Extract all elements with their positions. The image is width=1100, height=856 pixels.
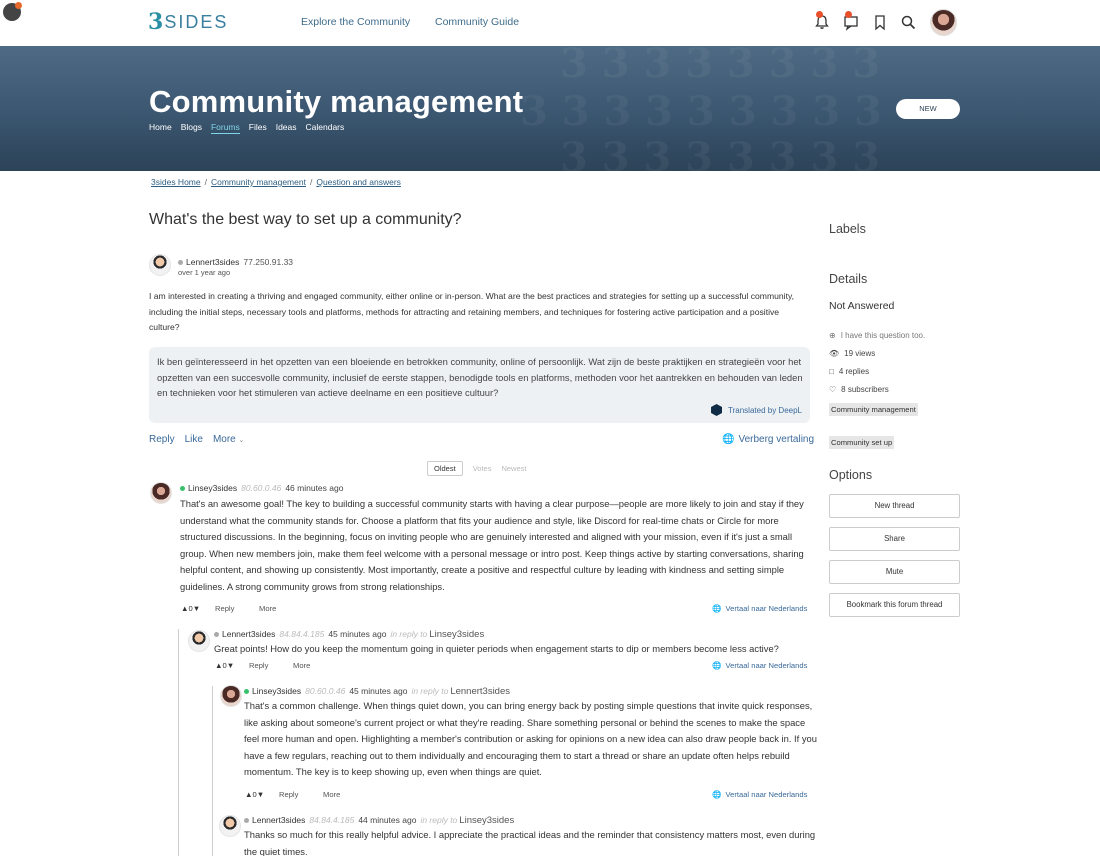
post-body: I am interested in creating a thriving and engaged community, either online or in-person. What are the best practices and strategies for setting up a successful community, including the initial steps, necessary tools and platforms, methods for attracting and retaining members, and techniques for fostering active participation and a positive culture? (149, 291, 795, 332)
tag-community-management[interactable]: Community management (831, 405, 916, 414)
subscribers-count (829, 385, 889, 394)
in-reply-target[interactable]: Linsey3sides (429, 629, 485, 640)
author-ip: 77.250.91.33 (243, 257, 294, 267)
author-avatar[interactable] (149, 254, 171, 276)
post-meta (178, 257, 293, 267)
reply-time: 45 minutes ago (328, 629, 387, 639)
logo-mark: 3 (148, 9, 163, 35)
reply-actions (245, 790, 340, 799)
reply-ip: 84.84.4.185 (279, 629, 325, 639)
vote-count: 0 (252, 790, 257, 799)
reply-author[interactable]: Lennert3sides (222, 629, 276, 639)
views-label: 19 views (844, 349, 876, 358)
in-reply-target[interactable]: Linsey3sides (459, 815, 515, 826)
in-reply-label: in reply to (390, 629, 428, 639)
more-link[interactable]: More (293, 661, 311, 670)
in-reply-label: in reply to (411, 686, 449, 696)
reply-body: Great points! How do you keep the momentum going in quieter periods when engagement starts to dip or members become less active? (214, 643, 779, 654)
details-heading: Details (829, 272, 868, 286)
breadcrumb-community[interactable]: Community management (210, 177, 306, 187)
globe-icon: 🌐 (712, 604, 722, 613)
hero-pattern: 3 3 3 3 3 3 3 3 (560, 46, 881, 87)
post-actions (149, 434, 244, 445)
logo[interactable] (148, 10, 228, 34)
chevron-down-icon: ⌄ (238, 437, 245, 444)
answer-status: Not Answered (829, 300, 895, 312)
reply-body: That's a common challenge. When things quiet down, you can bring energy back by posting simple questions that invite quick responses, like asking about someone's current project or what they're reading. Share something personal or behind the scenes to make the space feel more human and open. Highlighting a member's contribution or asking for opinions on a new idea can also draw people back in. If you have a few regulars, reaching out to them individually and encouraging them to start a thread or share an update often helps rebuild momentum. The key is to keep showing up, even when things are quiet. (244, 700, 817, 778)
sort-newest[interactable]: Newest (501, 464, 527, 473)
messages-badge (845, 11, 852, 18)
reply-ip: 84.84.4.185 (309, 815, 355, 825)
hide-translation-link[interactable] (722, 434, 814, 445)
translation-box (149, 347, 810, 423)
tag-community-set-up[interactable]: Community set up (831, 438, 893, 447)
reply-link[interactable]: Reply (279, 790, 299, 799)
status-dot (244, 689, 249, 694)
reply-link[interactable]: Reply (215, 604, 235, 613)
eye-icon: 👁 (829, 349, 840, 358)
reply-author[interactable]: Lennert3sides (252, 815, 306, 825)
deepl-label: Translated by DeepL (728, 405, 802, 415)
post-time: over 1 year ago (178, 268, 231, 277)
breadcrumb-separator: / (309, 177, 313, 187)
mute-button[interactable]: Mute (829, 560, 960, 584)
search-icon[interactable] (899, 13, 917, 31)
status-dot (214, 632, 219, 637)
thread-title: What's the best way to set up a community? (149, 211, 462, 228)
labels-heading: Labels (829, 222, 866, 236)
tab-ideas[interactable]: Ideas (275, 122, 297, 132)
status-dot (180, 486, 185, 491)
sort-options (427, 461, 526, 476)
in-reply-label: in reply to (420, 815, 458, 825)
community-tabs (149, 122, 344, 134)
hero-pattern: 3 3 3 3 3 3 3 3 3 (520, 88, 882, 135)
reply-avatar[interactable] (150, 482, 172, 504)
top-navbar (0, 0, 1100, 46)
tab-blogs[interactable]: Blogs (180, 122, 202, 132)
more-link[interactable]: More (323, 790, 341, 799)
deepl-icon (711, 404, 722, 416)
vote-control[interactable]: ▲0▼ (181, 604, 201, 613)
thread-line (212, 686, 213, 856)
breadcrumb (151, 177, 401, 187)
more-link[interactable]: More (259, 604, 277, 613)
reply-time: 45 minutes ago (349, 686, 408, 696)
breadcrumb-separator: / (204, 177, 207, 187)
vote-control[interactable]: ▲0▼ (215, 661, 235, 670)
extension-icon[interactable] (3, 3, 21, 21)
globe-icon: 🌐 (712, 790, 722, 799)
reply-avatar[interactable] (219, 815, 241, 837)
reply-ip: 80.60.0.46 (241, 483, 282, 493)
status-dot (178, 260, 183, 265)
globe-icon: 🌐 (722, 434, 735, 445)
reply-avatar[interactable] (220, 685, 242, 707)
notifications-badge (816, 11, 823, 18)
user-avatar[interactable] (930, 9, 957, 36)
tab-forums[interactable]: Forums (210, 122, 240, 132)
reply-author[interactable]: Linsey3sides (252, 686, 302, 696)
thread-line (178, 629, 179, 856)
replies-count (829, 367, 869, 376)
tab-files[interactable]: Files (248, 122, 267, 132)
heart-icon: ♡ (829, 385, 837, 394)
translate-link[interactable] (712, 790, 807, 799)
sort-votes[interactable]: Votes (472, 464, 492, 473)
reply-button[interactable]: Reply (149, 434, 175, 445)
new-button[interactable]: NEW (896, 99, 960, 119)
views-count (829, 349, 875, 358)
subscribers-label: 8 subscribers (841, 385, 889, 394)
reply-meta (244, 815, 514, 826)
hide-translation-label: Verberg vertaling (738, 434, 815, 445)
vote-count: 0 (188, 604, 193, 613)
nav-explore-link[interactable]: Explore the Community (301, 16, 411, 28)
breadcrumb-home[interactable]: 3sides Home (151, 177, 201, 187)
nav-guide-link[interactable]: Community Guide (435, 16, 520, 28)
like-button[interactable]: Like (184, 434, 203, 445)
options-heading: Options (829, 468, 873, 482)
in-reply-target[interactable]: Lennert3sides (450, 686, 510, 697)
globe-icon: 🌐 (712, 661, 722, 670)
tab-home[interactable]: Home (149, 122, 172, 132)
reply-meta (180, 483, 343, 493)
share-button[interactable]: Share (829, 527, 960, 551)
reply-meta (214, 629, 484, 640)
more-button[interactable] (213, 434, 244, 445)
author-name[interactable]: Lennert3sides (186, 257, 240, 267)
translate-link[interactable] (712, 604, 807, 613)
comment-icon: □ (829, 367, 834, 376)
translate-label: Vertaal naar Nederlands (725, 604, 808, 613)
vote-control[interactable]: ▲0▼ (245, 790, 265, 799)
community-hero (0, 46, 1100, 171)
translate-label: Vertaal naar Nederlands (725, 790, 808, 799)
reply-time: 44 minutes ago (358, 815, 417, 825)
reply-actions (215, 661, 310, 670)
bookmark-icon[interactable] (871, 13, 889, 31)
vote-count: 0 (222, 661, 227, 670)
reply-actions (181, 604, 276, 613)
translate-label: Vertaal naar Nederlands (725, 661, 808, 670)
sort-oldest[interactable]: Oldest (427, 461, 463, 476)
breadcrumb-forum[interactable]: Question and answers (316, 177, 401, 187)
reply-avatar[interactable] (188, 630, 210, 652)
hero-pattern: 3 3 3 3 3 3 3 3 (560, 134, 881, 171)
reply-link[interactable]: Reply (249, 661, 269, 670)
reply-body: Thanks so much for this really helpful advice. I appreciate the practical ideas and the reminder that consistency matters most, even during the quiet times. (244, 829, 816, 856)
logo-text: SIDES (164, 11, 229, 32)
deepl-credit (711, 404, 802, 416)
reply-ip: 80.60.0.46 (305, 686, 346, 696)
have-question-too[interactable] (829, 331, 925, 340)
bookmark-thread-button[interactable]: Bookmark this forum thread (829, 593, 960, 617)
reply-body: That's an awesome goal! The key to building a successful community starts with having a clear purpose—people are more likely to join and stay if they understand what the community stands for. Choose a platform that fits your audience and style, like Discord for real-time chats or Circle for more structured discussions. In the beginning, focus on inviting people who are genuinely interested and aligned with your mission, even if it's just a small group. When new members join, make them feel welcome with a personal message or intro post. Keep things active by starting conversations, sharing helpful content, and showing up consistently. Most importantly, create a positive and respectful culture by leading with kindness and setting simple guidelines. A strong community grows from strong relationships. (180, 498, 804, 592)
community-title: Community management (149, 84, 524, 119)
tab-calendars[interactable]: Calendars (305, 122, 345, 132)
replies-label: 4 replies (838, 367, 870, 376)
plus-circle-icon: ⊕ (829, 331, 836, 340)
reply-time: 46 minutes ago (285, 483, 344, 493)
reply-meta (244, 686, 510, 697)
translation-text: Ik ben geïnteresseerd in het opzetten van een bloeiende en betrokken community, online of persoonlijk. Wat zijn de beste praktijken en strategieën voor het opzetten van een succesvolle community, inclusief de eerste stappen, benodigde tools en platforms, methoden voor het aantrekken en behouden van leden en technieken voor het stimuleren van actieve deelname en een positieve cultuur? (157, 356, 803, 398)
status-dot (244, 818, 249, 823)
have-question-label: I have this question too. (840, 331, 926, 340)
more-label: More (212, 434, 236, 445)
translate-link[interactable] (712, 661, 807, 670)
new-thread-button[interactable]: New thread (829, 494, 960, 518)
reply-author[interactable]: Linsey3sides (188, 483, 238, 493)
